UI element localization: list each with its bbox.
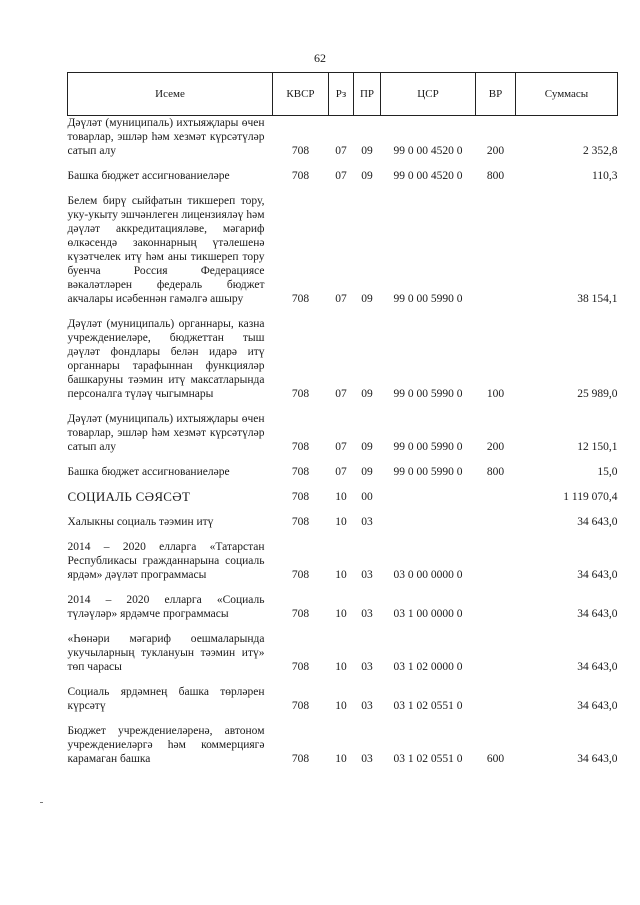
cell-sum: 34 643,0	[577, 608, 618, 620]
cell-csr: 99 0 00 5990 0	[393, 466, 463, 478]
row-spacer	[68, 504, 618, 515]
cell-csr	[381, 490, 476, 504]
cell-sum: 34 643,0	[577, 753, 618, 765]
cell-sum: 25 989,0	[577, 388, 618, 400]
cell-vr: 800	[486, 466, 505, 478]
header-vr: ВР	[476, 73, 516, 116]
table-body	[68, 116, 618, 767]
cell-sum: 34 643,0	[577, 700, 618, 712]
cell-name: Халыкны социаль тәэмин итү	[67, 516, 214, 528]
table-row	[68, 632, 618, 674]
cell-pr: 09	[361, 441, 373, 453]
row-spacer	[68, 582, 618, 593]
cell-sum: 2 352,8	[583, 145, 618, 157]
table-row	[68, 724, 618, 766]
cell-vr	[476, 632, 516, 674]
cell-pr: 03	[361, 753, 373, 765]
cell-name: Социаль ярдәмнең башка төрләрен күрсәтү	[67, 686, 265, 712]
cell-vr: 100	[486, 388, 505, 400]
cell-rz: 10	[335, 569, 347, 581]
cell-rz: 10	[335, 700, 347, 712]
row-spacer	[68, 713, 618, 724]
cell-vr: 200	[486, 441, 505, 453]
cell-sum: 1 119 070,4	[563, 491, 618, 503]
cell-name: Дәүләт (муниципаль) ихтыяҗлары өчен товарлар, эшләр һәм хезмәт күрсәтүләр сатып алу	[67, 413, 265, 453]
cell-name: Дәүләт (муниципаль) органнары, казна учреждениеләре, бюджеттан тыш дәүләт фондлары белән идарә итү органнары тарафыннан функцияләр башкаруны тәэмин итү максатларында персоналга түләү чыгымнары	[67, 318, 265, 400]
cell-sum: 34 643,0	[577, 569, 618, 581]
table-row	[68, 685, 618, 713]
header-pr: ПР	[354, 73, 381, 116]
table-row	[68, 593, 618, 621]
cell-rz: 07	[335, 441, 347, 453]
cell-name: Бюджет учреждениеләренә, автоном учреждениеләргә һәм коммерциягә карамаган башка	[67, 725, 265, 765]
cell-vr	[476, 194, 516, 306]
cell-rz: 07	[335, 466, 347, 478]
cell-name: Дәүләт (муниципаль) ихтыяҗлары өчен товарлар, эшләр һәм хезмәт күрсәтүләр сатып алу	[67, 117, 265, 157]
budget-table	[67, 72, 618, 766]
cell-rz: 07	[335, 145, 347, 157]
cell-pr: 09	[361, 293, 373, 305]
cell-pr: 03	[361, 608, 373, 620]
table-row	[68, 490, 618, 504]
cell-sum: 38 154,1	[577, 293, 618, 305]
cell-kvsr: 708	[291, 608, 310, 620]
cell-kvsr: 708	[291, 569, 310, 581]
row-spacer	[68, 454, 618, 465]
cell-csr	[381, 515, 476, 529]
cell-kvsr: 708	[291, 516, 310, 528]
table-row	[68, 194, 618, 306]
cell-vr	[476, 540, 516, 582]
cell-name: 2014 – 2020 елларга «Татарстан Республикасы гражданнарына социаль ярдәм» дәүләт программасы	[67, 541, 265, 581]
row-spacer	[68, 401, 618, 412]
cell-pr: 09	[361, 388, 373, 400]
table-row	[68, 412, 618, 454]
table-row	[68, 317, 618, 401]
table-row	[68, 465, 618, 479]
cell-csr: 03 1 02 0000 0	[393, 661, 463, 673]
cell-vr: 200	[486, 145, 505, 157]
row-spacer	[68, 529, 618, 540]
cell-rz: 07	[335, 388, 347, 400]
table-row	[68, 116, 618, 159]
table-row	[68, 169, 618, 183]
margin-mark	[40, 802, 43, 803]
cell-kvsr: 708	[291, 491, 310, 503]
cell-pr: 03	[361, 661, 373, 673]
cell-vr	[476, 593, 516, 621]
cell-rz: 10	[335, 516, 347, 528]
cell-pr: 00	[361, 491, 373, 503]
cell-sum: 110,3	[592, 170, 618, 182]
cell-rz: 07	[335, 170, 347, 182]
header-csr: ЦСР	[381, 73, 476, 116]
cell-csr: 03 1 00 0000 0	[393, 608, 463, 620]
cell-kvsr: 708	[291, 661, 310, 673]
cell-sum: 34 643,0	[577, 661, 618, 673]
row-spacer	[68, 621, 618, 632]
cell-kvsr: 708	[291, 700, 310, 712]
cell-csr: 03 1 02 0551 0	[393, 700, 463, 712]
cell-rz: 10	[335, 661, 347, 673]
cell-name: Башка бюджет ассигнованиеләре	[67, 466, 230, 478]
cell-vr	[476, 490, 516, 504]
cell-csr: 99 0 00 5990 0	[393, 388, 463, 400]
cell-kvsr: 708	[291, 753, 310, 765]
cell-rz: 10	[335, 753, 347, 765]
header-kvsr: КВСР	[273, 73, 329, 116]
cell-kvsr: 708	[291, 145, 310, 157]
cell-name: 2014 – 2020 елларга «Социаль түләүләр» ярдәмче программасы	[67, 594, 265, 620]
cell-vr	[476, 515, 516, 529]
cell-csr: 99 0 00 5990 0	[393, 293, 463, 305]
cell-name: Башка бюджет ассигнованиеләре	[67, 170, 230, 182]
cell-sum: 12 150,1	[577, 441, 618, 453]
budget-table-container	[67, 72, 617, 766]
cell-rz: 10	[335, 608, 347, 620]
cell-pr: 03	[361, 700, 373, 712]
cell-kvsr: 708	[291, 388, 310, 400]
cell-sum: 15,0	[597, 466, 618, 478]
header-sum: Суммасы	[516, 73, 618, 116]
cell-name: Белем бирү сыйфатын тикшереп тору, уку-укыту эшчәнлеген лицензияләү һәм дәүләт аккредитацияләве, мәгариф өлкәсендә законнарның үтәлешенә күзәтчелек итү һәм аны тикшереп тору буенча Россия Федерациясе вәкаләтләрен федераль бюджет акчалары исәбеннән гамәлгә ашыру	[67, 195, 265, 305]
cell-rz: 10	[335, 491, 347, 503]
table-row	[68, 515, 618, 529]
cell-vr: 600	[486, 753, 505, 765]
row-spacer	[68, 183, 618, 194]
cell-vr	[476, 685, 516, 713]
cell-csr: 99 0 00 4520 0	[393, 170, 463, 182]
cell-kvsr: 708	[291, 293, 310, 305]
header-rz: Рз	[329, 73, 354, 116]
cell-csr: 03 1 02 0551 0	[393, 753, 463, 765]
cell-csr: 03 0 00 0000 0	[393, 569, 463, 581]
cell-sum: 34 643,0	[577, 516, 618, 528]
cell-kvsr: 708	[291, 466, 310, 478]
cell-pr: 09	[361, 170, 373, 182]
row-spacer	[68, 674, 618, 685]
cell-csr: 99 0 00 5990 0	[393, 441, 463, 453]
cell-csr: 99 0 00 4520 0	[393, 145, 463, 157]
cell-pr: 03	[361, 516, 373, 528]
cell-pr: 09	[361, 466, 373, 478]
cell-kvsr: 708	[291, 170, 310, 182]
cell-name: «Һөнәри мәгариф оешмаларында укучыларның туклануын тәэмин итү» төп чарасы	[67, 633, 265, 673]
table-row	[68, 540, 618, 582]
table-header-row	[68, 73, 618, 116]
cell-kvsr: 708	[291, 441, 310, 453]
header-name: Исеме	[68, 73, 273, 116]
cell-rz: 07	[335, 293, 347, 305]
cell-vr: 800	[486, 170, 505, 182]
row-spacer	[68, 158, 618, 169]
cell-pr: 03	[361, 569, 373, 581]
cell-name: СОЦИАЛЬ СӘЯСӘТ	[67, 489, 191, 504]
page-number: 62	[314, 51, 326, 65]
row-spacer	[68, 306, 618, 317]
cell-pr: 09	[361, 145, 373, 157]
